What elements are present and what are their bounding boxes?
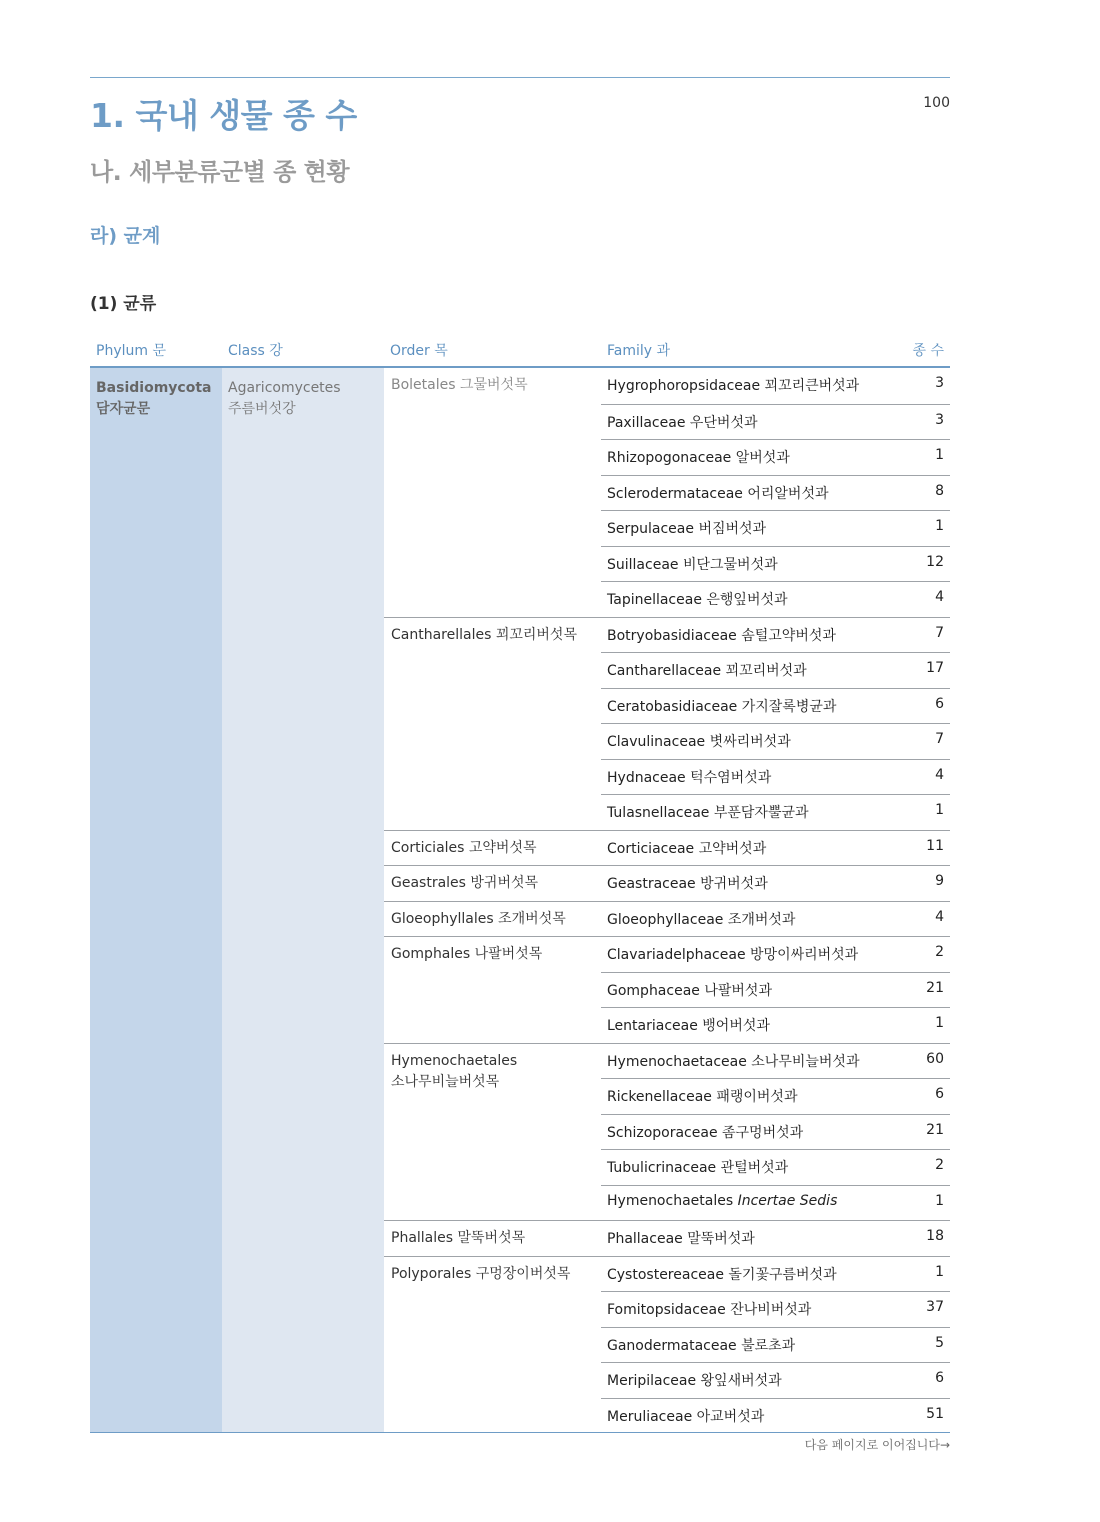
species-count: 3 (935, 411, 944, 428)
family-name: Hydnaceae 턱수염버섯과 (607, 769, 772, 786)
order-name: Hymenochaetales 소나무비늘버섯목 (391, 1052, 518, 1090)
table-row (601, 439, 950, 475)
table-row (601, 652, 950, 688)
table-row (601, 1362, 950, 1398)
species-table (90, 332, 950, 1433)
family-name: Cantharellaceae 꾀꼬리버섯과 (607, 663, 807, 679)
order-cell (384, 865, 601, 901)
header-family: Family 과 (607, 343, 671, 359)
table-row (601, 723, 950, 759)
species-count: 4 (935, 766, 944, 783)
family-name: Tubulicrinaceae 관털버섯과 (607, 1160, 789, 1176)
order-cell (384, 830, 601, 866)
table-row (601, 901, 950, 937)
order-name: Cantharellales 꾀꼬리버섯목 (391, 626, 577, 643)
class-korean: 주름버섯강 (228, 401, 296, 417)
family-name: Lentariaceae 뱅어버섯과 (607, 1018, 770, 1034)
species-count: 37 (926, 1299, 944, 1315)
family-column (601, 368, 950, 1432)
species-count: 6 (935, 1086, 944, 1102)
family-name: Clavulinaceae 볏싸리버섯과 (607, 734, 791, 750)
order-cell (384, 617, 601, 830)
species-count: 1 (935, 1192, 944, 1209)
order-name: Geastrales 방귀버섯목 (391, 875, 539, 891)
table-row (601, 830, 950, 866)
order-cell (384, 1043, 601, 1221)
species-count: 2 (935, 1157, 944, 1173)
class-cell (222, 368, 384, 1432)
family-name: Gomphaceae 나팔버섯과 (607, 982, 772, 999)
family-name: Clavariadelphaceae 방망이싸리버섯과 (607, 947, 859, 963)
table-row (601, 688, 950, 724)
table-row (601, 546, 950, 582)
family-name: Corticiaceae 고약버섯과 (607, 840, 767, 857)
family-name: Meripilaceae 왕잎새버섯과 (607, 1373, 782, 1389)
table-header (90, 332, 950, 368)
table-row (601, 865, 950, 901)
top-rule (90, 77, 950, 78)
species-count: 1 (935, 1263, 944, 1280)
family-name: Botryobasidiaceae 솜털고약버섯과 (607, 627, 836, 644)
header-order: Order 목 (390, 343, 448, 359)
order-cell (384, 368, 601, 617)
page-title: 1. 국내 생물 종 수 (90, 96, 357, 135)
order-name: Gloeophyllales 조개버섯목 (391, 910, 566, 927)
species-count: 17 (926, 660, 944, 676)
order-name: Phallales 말뚝버섯목 (391, 1230, 526, 1246)
table-row (601, 581, 950, 617)
species-count: 18 (926, 1228, 944, 1244)
family-name: Serpulaceae 버짐버섯과 (607, 521, 767, 537)
table-row (601, 1398, 950, 1434)
table-row (601, 1185, 950, 1221)
table-row (601, 936, 950, 972)
phylum-korean: 담자균문 (96, 401, 151, 417)
header-count: 종 수 (912, 343, 944, 359)
family-name: Hymenochaetales Incertae Sedis (607, 1192, 838, 1209)
table-row (601, 1256, 950, 1292)
family-name: Tapinellaceae 은행잎버섯과 (607, 592, 788, 608)
species-count: 7 (935, 624, 944, 641)
species-count: 6 (935, 1370, 944, 1386)
family-name: Schizoporaceae 좀구멍버섯과 (607, 1124, 804, 1141)
table-body (90, 368, 950, 1433)
page-subtitle: 나. 세부분류군별 종 현황 (90, 158, 350, 186)
table-row (601, 1291, 950, 1327)
table-row (601, 794, 950, 830)
order-cell (384, 936, 601, 1043)
species-count: 11 (926, 837, 944, 854)
family-name: Sclerodermataceae 어리알버섯과 (607, 485, 829, 502)
class-latin: Agaricomycetes (228, 380, 341, 396)
table-row (601, 617, 950, 653)
order-cell (384, 1220, 601, 1256)
family-name: Meruliaceae 아교버섯과 (607, 1408, 765, 1425)
subsection-title: (1) 균류 (90, 294, 157, 314)
table-row (601, 475, 950, 511)
family-name: Gloeophyllaceae 조개버섯과 (607, 911, 796, 928)
family-name: Fomitopsidaceae 잔나비버섯과 (607, 1302, 812, 1318)
species-count: 1 (935, 1015, 944, 1031)
order-cell (384, 901, 601, 937)
species-count: 12 (926, 553, 944, 570)
order-name: Corticiales 고약버섯목 (391, 839, 537, 856)
species-count: 4 (935, 589, 944, 605)
species-count: 1 (935, 447, 944, 463)
species-count: 6 (935, 695, 944, 712)
family-name: Geastraceae 방귀버섯과 (607, 876, 768, 892)
species-count: 7 (935, 731, 944, 747)
continue-note: 다음 페이지로 이어집니다→ (804, 1438, 950, 1452)
species-count: 3 (935, 375, 944, 391)
header-phylum: Phylum 문 (96, 343, 166, 359)
species-count: 51 (926, 1405, 944, 1422)
family-name: Rickenellaceae 패랭이버섯과 (607, 1089, 798, 1105)
page-number: 100 (923, 95, 950, 111)
species-count: 2 (935, 944, 944, 960)
species-count: 8 (935, 482, 944, 499)
family-name: Tulasnellaceae 부푼담자뿔균과 (607, 805, 809, 821)
family-name: Ceratobasidiaceae 가지잘록병균과 (607, 698, 837, 715)
table-row (601, 1149, 950, 1185)
order-name: Gomphales 나팔버섯목 (391, 946, 543, 962)
species-count: 9 (935, 873, 944, 889)
table-row (601, 1043, 950, 1079)
species-count: 1 (935, 802, 944, 818)
species-count: 60 (926, 1050, 944, 1067)
table-row (601, 1078, 950, 1114)
table-row (601, 1327, 950, 1363)
family-name: Hygrophoropsidaceae 꾀꼬리큰버섯과 (607, 378, 860, 394)
table-row (601, 972, 950, 1008)
family-name: Suillaceae 비단그물버섯과 (607, 556, 778, 573)
header-class: Class 강 (228, 343, 283, 359)
family-name-italic: Incertae Sedis (737, 1192, 838, 1209)
order-column (384, 368, 601, 1432)
table-row (601, 368, 950, 404)
table-row (601, 1220, 950, 1256)
family-name: Ganodermataceae 불로초과 (607, 1337, 796, 1354)
phylum-cell (90, 368, 222, 1432)
table-row (601, 1114, 950, 1150)
order-name: Polyporales 구멍장이버섯목 (391, 1265, 571, 1282)
species-count: 21 (926, 1121, 944, 1138)
family-name: Cystostereaceae 돌기꽃구름버섯과 (607, 1266, 837, 1283)
family-name: Rhizopogonaceae 알버섯과 (607, 450, 790, 466)
section-title: 라) 균계 (90, 225, 161, 247)
table-row (601, 404, 950, 440)
order-name: Boletales 그물버섯목 (391, 377, 528, 393)
species-count: 1 (935, 518, 944, 534)
table-row (601, 1007, 950, 1043)
species-count: 21 (926, 979, 944, 996)
table-row (601, 510, 950, 546)
family-name: Hymenochaetaceae 소나무비늘버섯과 (607, 1053, 860, 1070)
family-name: Phallaceae 말뚝버섯과 (607, 1231, 755, 1247)
table-row (601, 759, 950, 795)
species-count: 5 (935, 1334, 944, 1351)
species-count: 4 (935, 908, 944, 925)
phylum-latin: Basidiomycota (96, 380, 212, 396)
order-cell (384, 1256, 601, 1434)
family-name: Paxillaceae 우단버섯과 (607, 414, 758, 431)
